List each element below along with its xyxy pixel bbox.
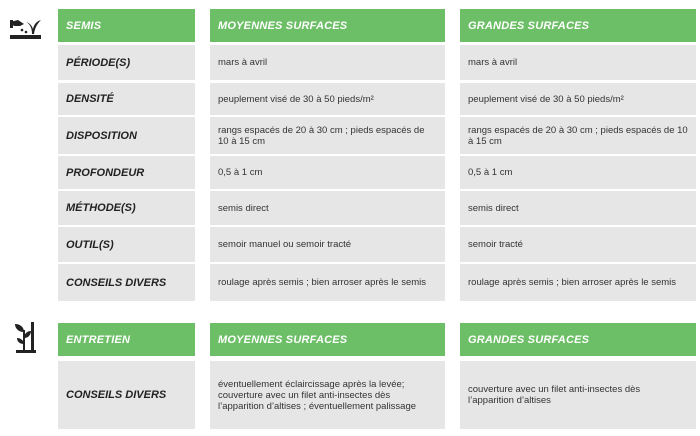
entretien-row-moyennes-text: éventuellement éclaircissage après la levée; couverture avec un filet anti-insectes dès l’apparition d’altises ; éventuellement palissage [218, 378, 417, 412]
semis-row-label-text: OUTIL(S) [66, 238, 114, 251]
semis-row-label-text: PÉRIODE(S) [66, 56, 131, 69]
semis-row-label [58, 45, 195, 80]
entretien-row-label [58, 361, 195, 429]
semis-moyennes-header-text: MOYENNES SURFACES [218, 19, 348, 32]
entretien-moyennes-header-text: MOYENNES SURFACES [218, 333, 348, 346]
plant-stake-icon [10, 320, 42, 354]
entretien-row-grandes [460, 361, 696, 429]
semis-label-header-text: SEMIS [66, 19, 102, 32]
semis-row-label [58, 117, 195, 154]
semis-row-moyennes [210, 227, 445, 262]
semis-row-grandes [460, 191, 696, 225]
semis-row-moyennes [210, 83, 445, 115]
semis-row-moyennes-text: semoir manuel ou semoir tracté [218, 239, 352, 250]
semis-row-moyennes-text: 0,5 à 1 cm [218, 167, 263, 178]
semis-row-grandes-text: semoir tracté [468, 239, 523, 250]
semis-row-label [58, 227, 195, 262]
semis-row-grandes [460, 117, 696, 154]
semis-row-moyennes [210, 264, 445, 301]
semis-row-label-text: PROFONDEUR [66, 166, 145, 179]
semis-row-grandes-text: peuplement visé de 30 à 50 pieds/m² [468, 93, 624, 105]
semis-row-moyennes [210, 191, 445, 225]
sowing-hand-icon [8, 12, 42, 42]
semis-row-moyennes-text: semis direct [218, 202, 269, 214]
semis-moyennes-header [210, 9, 445, 42]
entretien-row-moyennes [210, 361, 445, 429]
semis-row-grandes [460, 45, 696, 80]
semis-row-moyennes-text: mars à avril [218, 57, 268, 68]
semis-row-grandes-text: 0,5 à 1 cm [468, 167, 513, 178]
entretien-grandes-header [460, 323, 696, 356]
semis-row-label [58, 191, 195, 225]
semis-row-label-text: DISPOSITION [66, 129, 137, 142]
semis-grandes-header [460, 9, 696, 42]
semis-row-grandes-text: roulage après semis ; bien arroser après le semis [468, 277, 677, 288]
semis-row-moyennes-text: rangs espacés de 20 à 30 cm ; pieds espacés de 10 à 15 cm [218, 124, 425, 147]
entretien-label-header-text: ENTRETIEN [66, 333, 131, 346]
semis-row-moyennes [210, 117, 445, 154]
semis-grandes-header-text: GRANDES SURFACES [468, 19, 590, 32]
semis-row-grandes [460, 264, 696, 301]
semis-row-grandes [460, 156, 696, 189]
semis-row-grandes-text: semis direct [468, 202, 519, 214]
semis-row-moyennes-text: peuplement visé de 30 à 50 pieds/m² [218, 93, 374, 105]
entretien-row-label-text: CONSEILS DIVERS [66, 389, 167, 401]
semis-row-label-text: CONSEILS DIVERS [66, 276, 167, 289]
entretien-label-header [58, 323, 195, 356]
semis-row-label-text: MÉTHODE(S) [66, 202, 136, 214]
semis-row-label [58, 83, 195, 115]
entretien-moyennes-header [210, 323, 445, 356]
entretien-grandes-header-text: GRANDES SURFACES [468, 333, 590, 346]
semis-row-grandes-text: mars à avril [468, 57, 518, 68]
entretien-row-grandes-text: couverture avec un filet anti-insectes dès l’apparition d’altises [468, 384, 641, 406]
semis-row-label [58, 264, 195, 301]
semis-row-label [58, 156, 195, 189]
semis-row-moyennes [210, 45, 445, 80]
semis-row-grandes [460, 227, 696, 262]
semis-row-label-text: DENSITÉ [66, 93, 114, 105]
semis-row-grandes-text: rangs espacés de 20 à 30 cm ; pieds espacés de 10 à 15 cm [468, 124, 688, 147]
semis-label-header [58, 9, 195, 42]
semis-row-moyennes-text: roulage après semis ; bien arroser après le semis [218, 277, 427, 288]
semis-row-moyennes [210, 156, 445, 189]
semis-row-grandes [460, 83, 696, 115]
